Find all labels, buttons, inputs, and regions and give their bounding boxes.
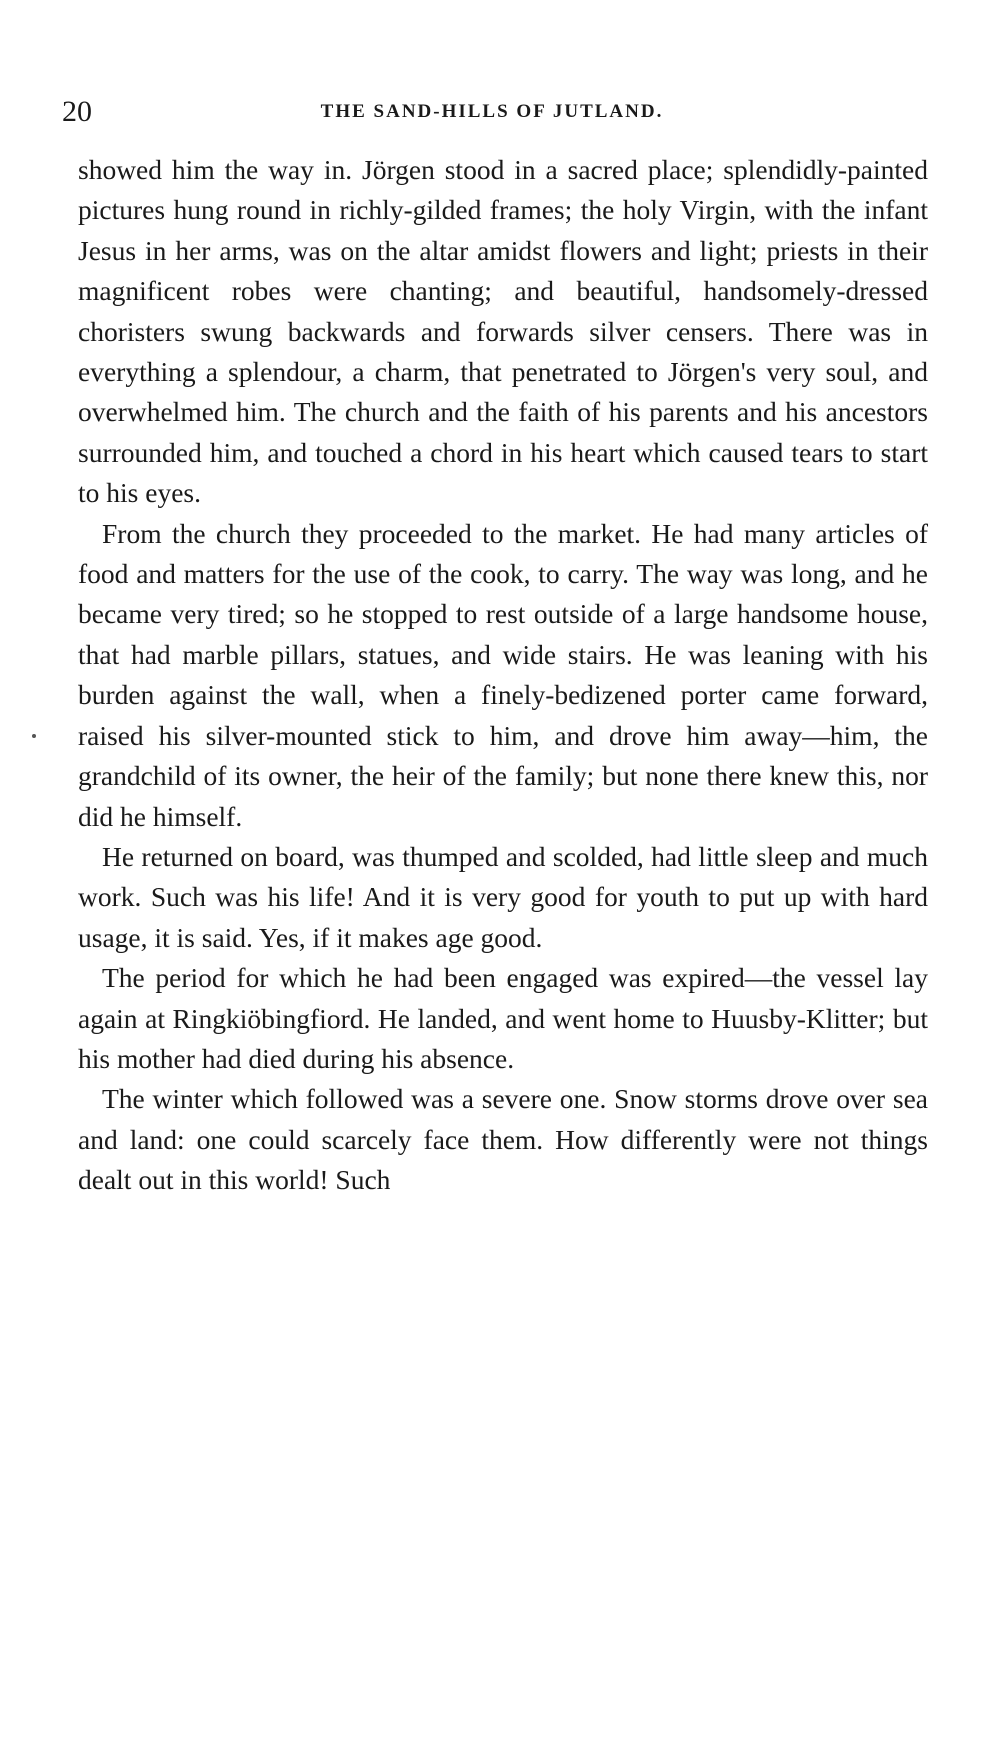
paragraph-4: The period for which he had been engaged was expired—the vessel lay again at Ringkiöbingfiord. He landed, and went home to Huusby-Klitter; but his mother had died during his absence. xyxy=(78,962,928,1074)
body-text xyxy=(78,150,928,1201)
running-head: THE SAND-HILLS OF JUTLAND. xyxy=(320,101,664,122)
paragraph-2: From the church they proceeded to the market. He had many articles of food and matters for the use of the cook, to carry. The way was long, and he became very tired; so he stopped to rest outside of a large handsome house, that had marble pillars, statues, and wide stairs. He was leaning with his burden against the wall, when a finely-bedizened porter came forward, raised his silver-mounted stick to him, and drove him away—him, the grandchild of its owner, the heir of the family; but none there knew this, nor did he himself. xyxy=(78,517,928,832)
margin-mark xyxy=(32,734,36,738)
paragraph-3: He returned on board, was thumped and scolded, had little sleep and much work. Such was his life! And it is very good for youth to put up with hard usage, it is said. Yes, if it makes age good. xyxy=(78,840,928,953)
paragraph-1: showed him the way in. Jörgen stood in a sacred place; splendidly-painted pictures hung round in richly-gilded frames; the holy Virgin, with the infant Jesus in her arms, was on the altar amidst flowers and light; priests in their magnificent robes were chanting; and beautiful, handsomely-dressed choristers swung backwards and forwards silver censers. There was in everything a splendour, a charm, that penetrated to Jörgen's very soul, and overwhelmed him. The church and the faith of his parents and his ancestors surrounded him, and touched a chord in his heart which caused tears to start to his eyes. xyxy=(78,154,928,509)
page-number: 20 xyxy=(62,95,92,128)
paragraph-5: The winter which followed was a severe one. Snow storms drove over sea and land: one could scarcely face them. How differently were not things dealt out in this world! Such xyxy=(78,1083,928,1196)
page-header xyxy=(62,92,922,132)
